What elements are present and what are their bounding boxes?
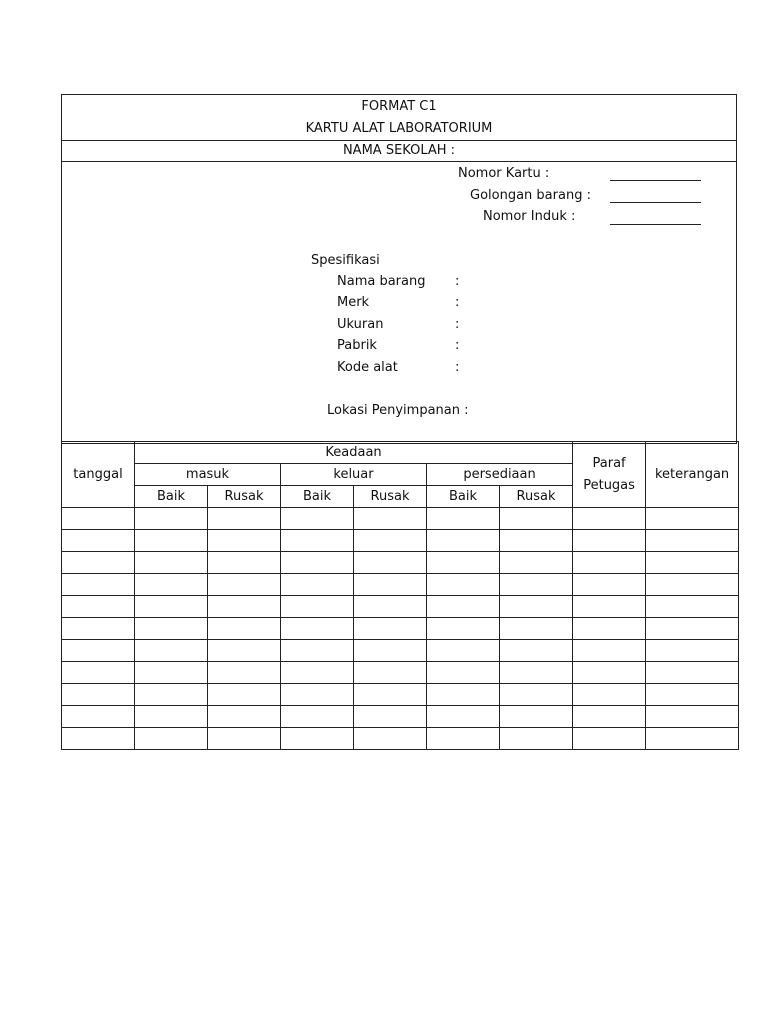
table-cell[interactable] [62, 530, 135, 552]
table-row [62, 530, 739, 552]
table-cell[interactable] [281, 508, 354, 530]
table-cell[interactable] [500, 662, 573, 684]
table-cell[interactable] [281, 618, 354, 640]
info-section [62, 162, 736, 443]
golongan-barang-label: Golongan barang : [470, 188, 591, 203]
keadaan-header: Keadaan [135, 442, 573, 464]
table-cell[interactable] [646, 618, 739, 640]
table-cell[interactable] [500, 574, 573, 596]
baik-header: Baik [427, 486, 500, 508]
table-cell[interactable] [646, 596, 739, 618]
table-cell[interactable] [354, 706, 427, 728]
table-cell[interactable] [281, 684, 354, 706]
table-row [62, 728, 739, 750]
table-cell[interactable] [208, 706, 281, 728]
table-cell[interactable] [646, 508, 739, 530]
table-cell[interactable] [573, 728, 646, 750]
table-cell[interactable] [281, 706, 354, 728]
table-cell[interactable] [573, 684, 646, 706]
table-cell[interactable] [646, 728, 739, 750]
table-cell[interactable] [427, 530, 500, 552]
nomor-kartu-blank[interactable] [610, 180, 701, 181]
table-cell[interactable] [135, 706, 208, 728]
table-cell[interactable] [500, 684, 573, 706]
table-cell[interactable] [573, 574, 646, 596]
table-cell[interactable] [208, 662, 281, 684]
table-cell[interactable] [281, 640, 354, 662]
table-cell[interactable] [62, 596, 135, 618]
table-cell[interactable] [427, 508, 500, 530]
format-label: FORMAT C1 [361, 99, 437, 114]
table-cell[interactable] [354, 530, 427, 552]
table-cell[interactable] [281, 574, 354, 596]
table-row [62, 706, 739, 728]
table-cell[interactable] [646, 640, 739, 662]
table-cell[interactable] [427, 728, 500, 750]
table-cell[interactable] [208, 530, 281, 552]
table-cell[interactable] [500, 728, 573, 750]
table-cell[interactable] [62, 684, 135, 706]
spec-heading: Spesifikasi [311, 253, 380, 268]
table-cell[interactable] [427, 552, 500, 574]
table-cell[interactable] [646, 574, 739, 596]
table-cell[interactable] [427, 640, 500, 662]
card-title: KARTU ALAT LABORATORIUM [305, 121, 493, 136]
table-cell[interactable] [500, 618, 573, 640]
table-cell[interactable] [427, 684, 500, 706]
table-cell[interactable] [354, 508, 427, 530]
table-row [62, 662, 739, 684]
nomor-induk-blank[interactable] [610, 224, 701, 225]
rusak-header: Rusak [500, 486, 573, 508]
table-cell[interactable] [500, 508, 573, 530]
table-cell[interactable] [281, 728, 354, 750]
table-cell[interactable] [281, 662, 354, 684]
table-row [62, 618, 739, 640]
title-block [62, 95, 736, 141]
table-cell[interactable] [646, 662, 739, 684]
keterangan-header: keterangan [646, 442, 739, 508]
table-cell[interactable] [62, 706, 135, 728]
table-cell[interactable] [573, 640, 646, 662]
masuk-header: masuk [135, 464, 281, 486]
keluar-header: keluar [281, 464, 427, 486]
table-cell[interactable] [135, 662, 208, 684]
nomor-kartu-label: Nomor Kartu : [458, 166, 550, 181]
spec-field-label: Nama barang [337, 274, 426, 289]
paraf-petugas-header [573, 442, 646, 508]
spec-field-label: Kode alat [337, 360, 398, 375]
table-cell[interactable] [135, 618, 208, 640]
spec-field-sep: : [455, 274, 460, 289]
table-cell[interactable] [354, 640, 427, 662]
table-cell[interactable] [135, 640, 208, 662]
table-row [62, 640, 739, 662]
table-row [62, 596, 739, 618]
table-cell[interactable] [573, 618, 646, 640]
table-cell[interactable] [427, 618, 500, 640]
table-row [62, 508, 739, 530]
table-cell[interactable] [500, 530, 573, 552]
table-cell[interactable] [354, 662, 427, 684]
table-cell[interactable] [427, 574, 500, 596]
table-row [62, 684, 739, 706]
spec-field-sep: : [455, 317, 460, 332]
table-cell[interactable] [62, 552, 135, 574]
condition-log-table [61, 441, 739, 750]
spec-field-sep: : [455, 360, 460, 375]
table-cell[interactable] [427, 596, 500, 618]
table-cell[interactable] [646, 684, 739, 706]
table-cell[interactable] [135, 552, 208, 574]
paraf-petugas-label: Paraf Petugas [583, 455, 635, 493]
table-cell[interactable] [281, 596, 354, 618]
storage-location-label: Lokasi Penyimpanan : [327, 403, 469, 418]
school-name-row [62, 141, 736, 162]
table-cell[interactable] [135, 574, 208, 596]
table-cell[interactable] [573, 596, 646, 618]
table-cell[interactable] [573, 552, 646, 574]
table-cell[interactable] [62, 508, 135, 530]
table-cell[interactable] [354, 552, 427, 574]
table-cell[interactable] [208, 552, 281, 574]
nomor-induk-label: Nomor Induk : [483, 209, 576, 224]
table-cell[interactable] [281, 530, 354, 552]
golongan-barang-blank[interactable] [610, 202, 701, 203]
table-cell[interactable] [62, 618, 135, 640]
table-row [62, 574, 739, 596]
table-cell[interactable] [646, 706, 739, 728]
table-cell[interactable] [500, 596, 573, 618]
table-cell[interactable] [135, 530, 208, 552]
table-cell[interactable] [573, 508, 646, 530]
table-cell[interactable] [573, 530, 646, 552]
persediaan-header: persediaan [427, 464, 573, 486]
table-cell[interactable] [135, 728, 208, 750]
spec-field-label: Merk [337, 295, 370, 310]
table-cell[interactable] [354, 596, 427, 618]
rusak-header: Rusak [208, 486, 281, 508]
table-cell[interactable] [500, 706, 573, 728]
table-cell[interactable] [573, 662, 646, 684]
table-cell[interactable] [208, 596, 281, 618]
table-cell[interactable] [354, 574, 427, 596]
lab-card-form [61, 94, 737, 444]
tanggal-header: tanggal [62, 442, 135, 508]
table-cell[interactable] [62, 662, 135, 684]
spec-field-sep: : [455, 295, 460, 310]
table-cell[interactable] [135, 508, 208, 530]
school-name-label: NAMA SEKOLAH : [342, 143, 456, 158]
table-cell[interactable] [500, 552, 573, 574]
table-cell[interactable] [208, 684, 281, 706]
table-cell[interactable] [208, 618, 281, 640]
table-cell[interactable] [62, 574, 135, 596]
table-cell[interactable] [208, 640, 281, 662]
table-cell[interactable] [573, 706, 646, 728]
rusak-header: Rusak [354, 486, 427, 508]
table-cell[interactable] [208, 574, 281, 596]
spec-field-label: Pabrik [337, 338, 377, 353]
baik-header: Baik [281, 486, 354, 508]
table-cell[interactable] [62, 728, 135, 750]
table-cell[interactable] [62, 640, 135, 662]
table-cell[interactable] [646, 530, 739, 552]
table-cell[interactable] [354, 684, 427, 706]
table-cell[interactable] [646, 552, 739, 574]
table-cell[interactable] [208, 728, 281, 750]
baik-header: Baik [135, 486, 208, 508]
table-cell[interactable] [354, 728, 427, 750]
table-cell[interactable] [281, 552, 354, 574]
spec-field-sep: : [455, 338, 460, 353]
spec-field-label: Ukuran [337, 317, 384, 332]
table-cell[interactable] [427, 662, 500, 684]
table-cell[interactable] [135, 684, 208, 706]
table-row [62, 552, 739, 574]
table-cell[interactable] [135, 596, 208, 618]
table-cell[interactable] [354, 618, 427, 640]
table-cell[interactable] [208, 508, 281, 530]
table-cell[interactable] [500, 640, 573, 662]
table-cell[interactable] [427, 706, 500, 728]
